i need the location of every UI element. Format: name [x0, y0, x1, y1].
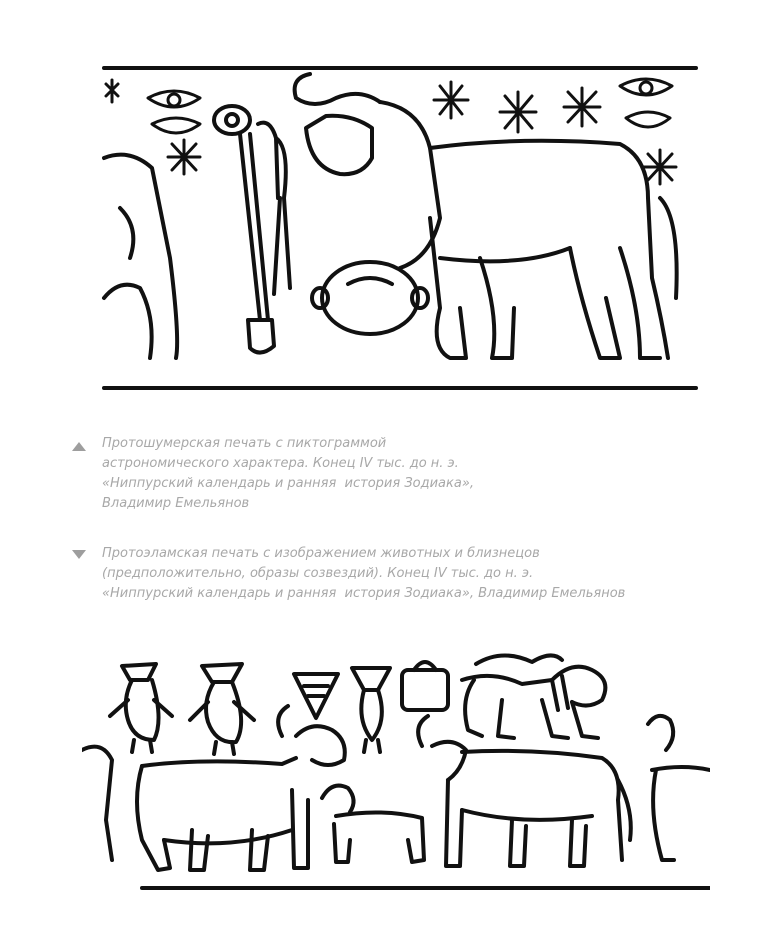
caption-line: Протошумерская печать с пиктограммой — [102, 436, 387, 451]
proto-elamite-seal-drawing — [82, 640, 710, 900]
figure-caption-bottom — [102, 544, 702, 604]
caption-line: «Ниппурский календарь и ранняя история Зодиака», — [102, 476, 474, 491]
triangle-down-icon — [72, 550, 86, 559]
caption-line: астрономического характера. Конец IV тыс. до н. э. — [102, 456, 459, 471]
proto-sumerian-seal-drawing — [100, 58, 700, 403]
caption-line: Протоэламская печать с изображением животных и близнецов — [102, 546, 540, 561]
caption-line: «Ниппурский календарь и ранняя история Зодиака», Владимир Емельянов — [102, 586, 626, 601]
caption-line: Владимир Емельянов — [102, 496, 250, 511]
caption-line: (предположительно, образы созвездий). Конец IV тыс. до н. э. — [102, 566, 534, 581]
triangle-up-icon — [72, 442, 86, 451]
figure-caption-top — [102, 434, 702, 514]
